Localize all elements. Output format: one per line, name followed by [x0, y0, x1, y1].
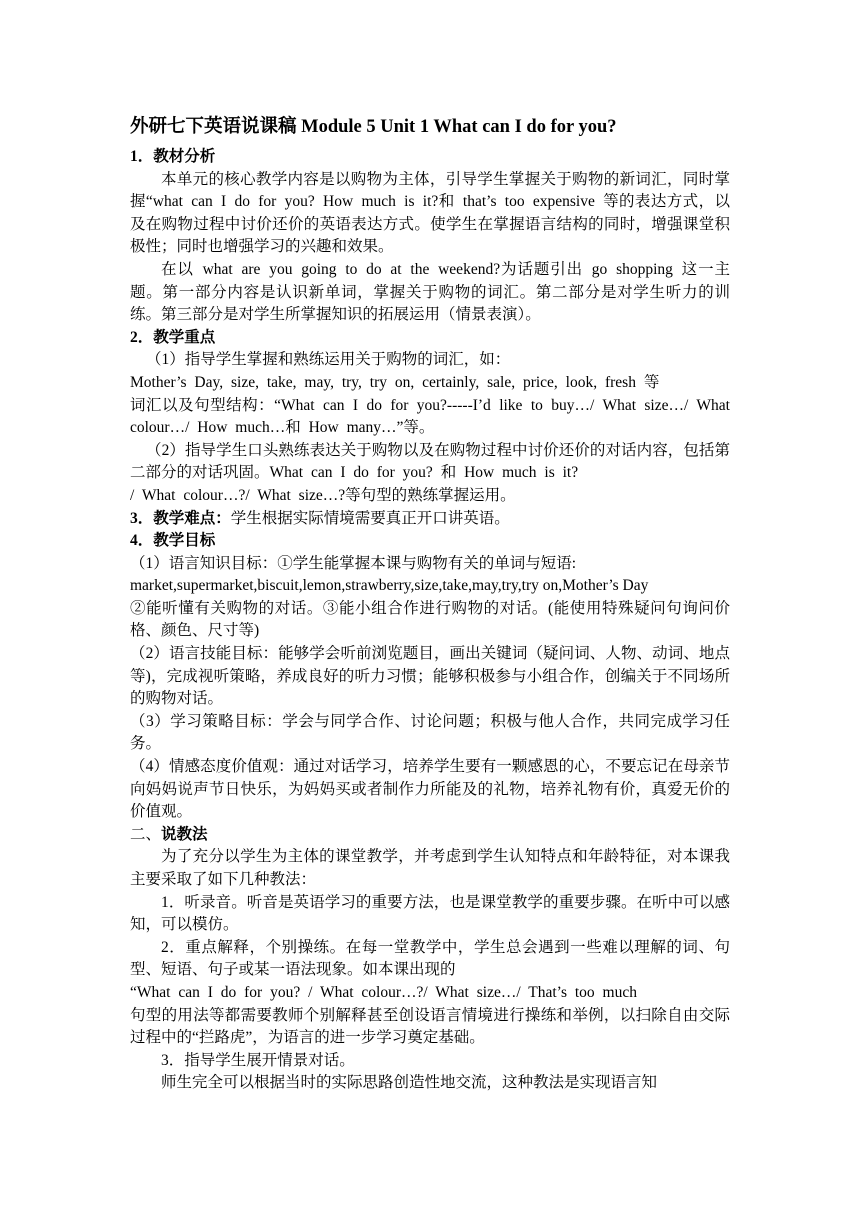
method-item: 1．听录音。听音是英语学习的重要方法，也是课堂教学的重要步骤。在听中可以感知，可以模仿。: [130, 893, 730, 934]
paragraph: 句型的用法等都需要教师个别解释甚至创设语言情境进行操练和举例，以扫除自由交际过程中的“拦路虎”，为语言的进一步学习奠定基础。: [130, 1006, 730, 1047]
paragraph: / What colour…?/ What size…?等句型的熟练掌握运用。: [130, 486, 516, 504]
method-item: 2．重点解释，个别操练。在每一堂教学中，学生总会遇到一些难以理解的词、句型、短语、句子或某一语法现象。如本课出现的: [130, 938, 730, 979]
difficulty-text: 学生根据实际情境需要真正开口讲英语。: [230, 509, 510, 527]
paragraph: （2）指导学生口头熟练表达关于购物以及在购物过程中讨价还价的对话内容，包括第二部分的对话巩固。What can I do for you? 和 How much is it?: [130, 441, 730, 482]
paragraph: 师生完全可以根据当时的实际思路创造性地交流，这种教法是实现语言知: [161, 1074, 658, 1092]
document-title: 外研七下英语说课稿 Module 5 Unit 1 What can I do for you?: [130, 117, 617, 137]
paragraph: 为了充分以学生为主体的课堂教学，并考虑到学生认知特点和年龄特征，对本课我主要采取了如下几种教法：: [130, 848, 730, 888]
section-heading-difficulty: 3．教学难点：: [130, 509, 231, 527]
method-item: 3．指导学生展开情景对话。: [161, 1051, 355, 1069]
section-heading-methods: 说教法: [161, 825, 208, 843]
paragraph: 本单元的核心教学内容是以购物为主体，引导学生掌握关于购物的新词汇，同时掌握“what can I do for you? How much is it?和 that’s too expensive 等的表达方式，以及在购物过程中讨价还价的英语表达方式。使学生在掌握语言结构的同时，增强课堂积极性；同时也增强学习的兴趣和效果。: [130, 170, 730, 256]
section-heading-objectives: 4．教学目标: [130, 532, 216, 550]
section-difficulty: [130, 508, 730, 531]
vocabulary-line: Mother’s Day, size, take, may, try, try on, certainly, sale, price, look, fresh 等: [130, 373, 660, 391]
document-page: [130, 112, 730, 1095]
example-line: “What can I do for you? / What colour…?/ What size…/ That’s too much: [130, 983, 637, 1001]
objective-skills: （2）语言技能目标：能够学会听前浏览题目，画出关键词（疑问词、人物、动词、地点等)，完成视听策略，养成良好的听力习惯；能够积极参与小组合作，创编关于不同场所的购物对话。: [130, 645, 730, 708]
section-number: 二、: [130, 825, 162, 843]
section-heading-key-points: 2．教学重点: [130, 328, 216, 346]
paragraph: 词汇以及句型结构：“What can I do for you?-----I’d like to buy…/ What size…/ What colour…/ How much…和 How many…”等。: [130, 396, 730, 437]
objective-knowledge: （1）语言知识目标：①学生能掌握本课与购物有关的单词与短语:: [130, 554, 577, 572]
paragraph: 在以 what are you going to do at the weekend?为话题引出 go shopping 这一主题。第一部分内容是认识新单词，掌握关于购物的词汇。第二部分是对学生听力的训练。第三部分是对学生所掌握知识的拓展运用（情景表演）。: [130, 260, 730, 324]
section-teaching-methods: [130, 824, 730, 847]
section-heading-analysis: 1．教材分析: [130, 148, 216, 165]
paragraph: （1）指导学生掌握和熟练运用关于购物的词汇，如：: [146, 351, 511, 369]
objective-strategy: （3）学习策略目标：学会与同学合作、讨论问题；积极与他人合作，共同完成学习任务。: [130, 712, 730, 753]
vocabulary-line: market,supermarket,biscuit,lemon,strawberry,size,take,may,try,try on,Mother’s Day: [130, 577, 649, 595]
paragraph: ②能听懂有关购物的对话。③能小组合作进行购物的对话。(能使用特殊疑问句询问价格、颜色、尺寸等): [130, 599, 730, 640]
objective-attitude: （4）情感态度价值观：通过对话学习，培养学生要有一颗感恩的心，不要忘记在母亲节向妈妈说声节日快乐，为妈妈买或者制作力所能及的礼物，培养礼物有价，真爱无价的价值观。: [130, 758, 730, 821]
